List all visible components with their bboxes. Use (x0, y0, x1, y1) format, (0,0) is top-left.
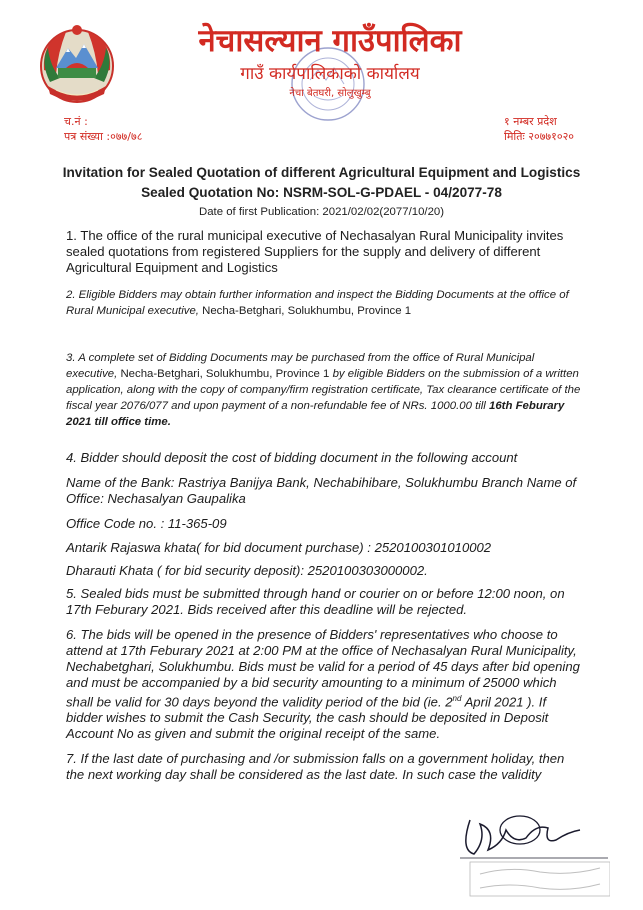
paragraph-3-deadline: 16th Feburary 2021 till office time. (66, 400, 565, 428)
paragraph-7: 7. If the last date of purchasing and /or submission falls on a government holiday, then the next working day shall be considered as the last date. In such case the validity (66, 751, 565, 782)
reference-block (64, 114, 142, 144)
letter-number: पत्र संख्या :०७७/७८ (64, 130, 143, 143)
paragraph-2-text: 2. Eligible Bidders may obtain further information and inspect the Bidding Documents at the office of Rural Municipal executive, (66, 289, 569, 317)
signature-image (440, 800, 610, 900)
office-code: Office Code no. : 11-365-09 (66, 516, 227, 531)
office-subtitle: गाउँ कार्यपालिकाको कार्यालय (240, 64, 420, 84)
office-address: नेचा बेतघरी, सोलुखुम्बु (289, 88, 371, 99)
paragraph-1: 1. The office of the rural municipal executive of Nechasalyan Rural Municipality invites sealed quotations from registered Suppliers for the supply and delivery of different Agricultural Equipment and Logistics (66, 228, 564, 275)
paragraph-3-text: 3. A complete set of Bidding Documents may be purchased from the office of Rural Municipal executive, (66, 352, 535, 380)
paragraph-4: 4. Bidder should deposit the cost of bidding document in the following account (66, 450, 518, 465)
ref-number: च.नं : (64, 115, 88, 128)
antarik-account: Antarik Rajaswa khata( for bid document purchase) : 2520100301010002 (66, 540, 492, 555)
paragraph-2-location: Necha-Betghari, Solukhumbu, Province 1 (202, 305, 412, 317)
paragraph-6-superscript: nd (452, 694, 462, 703)
nepal-emblem-logo (36, 22, 118, 104)
paragraph-6 (66, 627, 586, 742)
publication-date: Date of first Publication: 2021/02/02(2077/10/20) (198, 206, 445, 218)
province-label: १ नम्बर प्रदेश (504, 115, 557, 128)
dharauti-account: Dharauti Khata ( for bid security deposit): 2520100303000002. (66, 563, 428, 578)
nepali-date: मितिः २०७७१०२० (504, 130, 575, 143)
paragraph-2 (66, 287, 586, 319)
quotation-number: Sealed Quotation No: NSRM-SOL-G-PDAEL - 04/2077-78 (141, 185, 502, 200)
paragraph-3-location: Necha-Betghari, Solukhumbu, Province 1 (120, 368, 330, 380)
municipality-title: नेचासल्यान गाउँपालिका (198, 23, 462, 59)
paragraph-3-conditions: by eligible Bidders on the submission of a written application, along with the copy of company/firm registration certificate, Tax clearance certificate of the fiscal year 2076/077 and upon payment of a non-refundable fee of NRs. 1000.00 till (66, 368, 581, 412)
bank-details: Name of the Bank: Rastriya Banijya Bank, Nechabihibare, Solukhumbu Branch Name of Office: Nechasalyan Gaupalika (66, 475, 577, 506)
paragraph-5: 5. Sealed bids must be submitted through hand or courier on or before 12:00 noon, on 17th Feburary 2021. Bids received after this deadline will be rejected. (66, 586, 565, 617)
notice-title: Invitation for Sealed Quotation of different Agricultural Equipment and Logistics (62, 165, 581, 180)
paragraph-3 (66, 350, 586, 430)
paragraph-6-text-cont: April 2021 ). If bidder wishes to submit the Cash Security, the cash should be deposited in Deposit Account No as given and submit the original receipt of the same. (66, 694, 549, 742)
paragraph-6-text: 6. The bids will be opened in the presence of Bidders' representatives who choose to attend at 17th Feburary 2021 at 2:00 PM at the office of Nechasalyan Rural Municipality, Nechabetghari, Solukhumbu. Bids must be valid for a period of 45 days after bid opening and must be accompanied by a bid security amounting to a minimum of 25000 which shall be valid for 30 days beyond the validity period of the bid (ie. 2 (66, 627, 580, 710)
province-date-block (504, 114, 574, 144)
